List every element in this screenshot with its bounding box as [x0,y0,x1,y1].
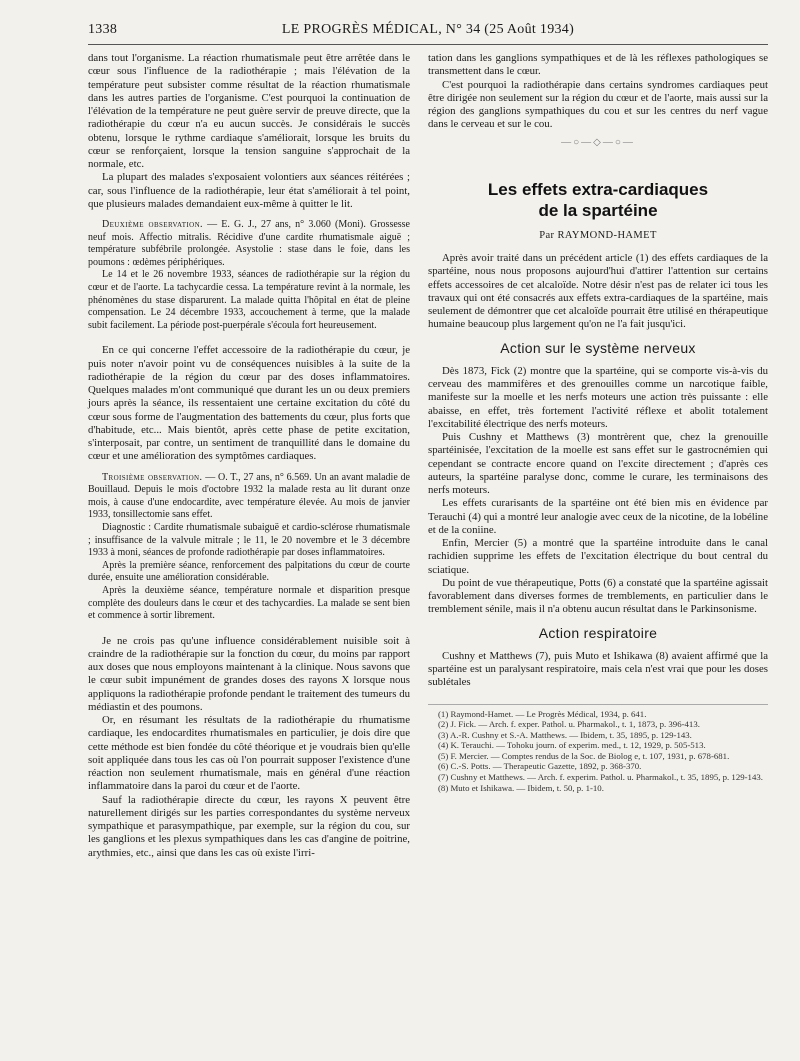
paragraph: dans tout l'organisme. La réaction rhumatismale peut être arrêtée dans le cœur sous l'influence de la radiothérapie ; mais l'élévation de la température peut subsister comme résultat de la réaction rhumatismale dans les autres parties de l'organisme. C'est pourquoi la continuation de l'élévation de la température ne peut guère servir de preuve directe, que la radiothérapie du cœur n'a eu aucun succès. Je considérais le succès obtenu, lorsque le rythme cardiaque s'améliorait, lorsque les bruits du cœur se renforçaient, lorsque la tension sanguine s'approchait de la normale, etc. [88,52,410,170]
paragraph: Puis Cushny et Matthews (3) montrèrent que, chez la grenouille spartéinisée, l'excitation de la moelle est sans effet sur le gastrocnémien qui cependant se contracte encore quand on l'excite directement ; d'après ces auteurs, la spartéine paralyse donc, comme le curare, les terminaisons des nerfs moteurs. [428,431,768,496]
footnotes [428,704,768,794]
section-heading: Action respiratoire [538,624,658,641]
paragraph: Dès 1873, Fick (2) montre que la spartéine, qui se comporte vis-à-vis du cerveau des mammifères et des grenouilles comme un narcotique faible, manifeste sur la moelle et les nerfs moteurs une action très puissante : elle abaisse, en effet, très fortement l'activité réflexe et abolit totalement l'excitabilité électrique des nerfs moteurs. [428,364,768,430]
observation-text: — E. G. J., 27 ans, n° 3.060 (Moni). Grossesse neuf mois. Affectio mitralis. Récidive d'une cardite rhumatismale aiguë ; température subfébrile prolongée. Asystolie : stase dans le foie, dans les poumons : œdèmes périphériques. [88,219,410,268]
observation-2 [88,219,410,269]
footnote: (8) Muto et Ishikawa. — Ibidem, t. 50, p. 1-10. [438,782,604,793]
paragraph: Du point de vue thérapeutique, Potts (6) a constaté que la spartéine agissait favorablement dans diverses formes de tremblements, en particulier dans le tremblement sénile, mais il n'a obtenu aucun résultat dans le Parkinsonisme. [428,576,768,616]
paragraph: Les effets curarisants de la spartéine ont été bien mis en évidence par Terauchi (4) qui a montré leur analogie avec ceux de la nicotine, de la lobéline et de la coniine. [428,497,768,536]
paragraph: En ce qui concerne l'effet accessoire de la radiothérapie du cœur, je puis noter n'avoir point vu de conséquences nuisibles à la suite de la radiothérapie de la région du cœur par des doses inflammatoires. Quelques malades m'ont communiqué que durant les un ou deux premiers jours après la séance, ils ressentaient une certaine excitation du côté du cœur sous forme de l'augmentation des battements du cœur, plus forts que d'habitude, etc... Mais bientôt, après cette phase de petite excitation, s'interposait, par contre, un sentiment de tranquillité dans le domaine du cœur et une amélioration des symptômes cardiaques. [88,344,410,463]
paragraph: tation dans les ganglions sympathiques et de là les réflexes pathologiques se transmettent dans le cœur. [428,52,768,78]
header-rule [88,44,768,45]
observation-label: Deuxième observation. [102,219,203,230]
running-header [88,22,768,42]
footnote: (1) Raymond-Hamet. — Le Progrès Médical, 1934, p. 641. [438,708,647,719]
section-divider: —○—◇—○— [561,136,635,148]
observation-3-continuation: Après la première séance, renforcement des palpitations du cœur de courte durée, ensuite une amélioration considérable. [88,559,410,584]
paragraph: La plupart des malades s'exposaient volontiers aux séances réitérées ; car, sous l'influence de la radiothérapie, leur état s'améliorait à tel point, que plusieurs malades demandaient eux-même à quitter le lit. [88,171,410,210]
byline [428,229,768,242]
paragraph: Je ne crois pas qu'une influence considérablement nuisible soit à craindre de la radiothérapie sur la fonction du cœur, du moins par rapport aux doses que nous employons maintenant à la clinique. Nous savons que le cœur subit impunément de grandes doses des rayons X lorsque nous appliquons la radiothérapie profonde pendant le traitement des tumeurs du médiastin et des poumons. [88,634,410,713]
section-heading: Action sur le système nerveux [500,339,696,356]
paragraph: Après avoir traité dans un précédent article (1) des effets cardiaques de la spartéine, nous nous proposons aujourd'hui d'attirer l'attention sur certains effets accessoires de cet alcaloïde. Notre désir n'est pas de relater ici tous les travaux qui ont été consacrés aux effets extra-cardiaques de la spartéine, mais seulement de démontrer que cet alcaloïde pourrait être utilisé en thérapeutique humaine beaucoup plus largement qu'on ne l'a fait jusqu'ici. [428,252,768,331]
paragraph: Enfin, Mercier (5) a montré que la spartéine introduite dans le canal rachidien supprime les effets de l'excitation électrique du bout central du sciatique. [428,537,768,576]
observation-3-diagnostic: Diagnostic : Cardite rhumatismale subaiguë et cardio-sclérose rhumatismale ; insuffisance de la valvule mitrale ; le 11, le 20 novembre et le 3 décembre 1933 à moni, séances de profonde radiothérapie par doses inflammatoires. [88,521,410,559]
left-column [88,52,410,860]
footnote: (3) A.-R. Cushny et S.-A. Matthews. — Ibidem, t. 35, 1895, p. 129-143. [438,729,692,740]
article-title [428,179,768,221]
observation-label: Troisième observation. [102,471,203,483]
running-title: LE PROGRÈS MÉDICAL, N° 34 (25 Août 1934) [281,22,575,37]
paragraph: C'est pourquoi la radiothérapie dans certains syndromes cardiaques peut être dirigée non seulement sur la région du cœur et de l'aorte, mais aussi sur la région des ganglions sympathiques du cou et sur les centres du nerf vague dans le cerveau et sur le cou. [428,78,768,131]
paragraph: Or, en résumant les résultats de la radiothérapie du rhumatisme cardiaque, les endocardites rhumatismales en particulier, je dois dire que cette méthode est bien fondée du côté théorique et je voudrais bien qu'elle soit appliquée dans tous les cas où l'on pourrait supposer l'existence d'une réaction non seulement rhumatismale, mais en général d'une réaction inflammatoire dans la paroi du cœur et de l'aorte. [88,714,410,793]
footnote: (5) F. Mercier. — Comptes rendus de la Soc. de Biolog e, t. 107, 1931, p. 678-681. [438,750,730,761]
footnote: (4) K. Terauchi. — Tohoku journ. of experim. med., t. 12, 1929, p. 505-513. [438,740,706,751]
author-name: RAYMOND-HAMET [557,229,657,241]
page-number: 1338 [88,22,118,37]
article-title-line: de la spartéine [538,200,658,220]
footnote: (6) C.-S. Potts. — Therapeutic Gazette, 1892, p. 368-370. [438,761,642,772]
paragraph: Sauf la radiothérapie directe du cœur, les rayons X peuvent être naturellement dirigés sur les parties correspondantes du système nerveux sympathique et parasympathique, par exemple, sur la région du cou, sur les ganglions et les plexus sympathiques dans les cas d'angine de poitrine, arythmies, etc., ainsi que dans les cas où existe l'irri- [88,793,410,859]
footnote: (2) J. Fick. — Arch. f. exper. Pathol. u. Pharmakol., t. 1, 1873, p. 396-413. [438,719,700,730]
observation-text: — O. T., 27 ans, n° 6.569. Un an avant maladie de Bouillaud. Depuis le mois d'octobre 1932 la malade resta au lit durant onze mois, à cause d'une endocardite, avec température élevée. Au mois de janvier 1933, tonsillectomie sans effet. [88,471,410,521]
footnote: (7) Cushny et Matthews. — Arch. f. experim. Pathol. u. Pharmakol., t. 35, 1895, p. 129-143. [438,772,763,783]
article-title-line: Les effets extra-cardiaques [487,179,709,199]
paragraph: Cushny et Matthews (7), puis Muto et Ishikawa (8) avaient affirmé que la spartéine est un paralysant respiratoire, mais cela n'est vrai que pour les doses sublétales [428,649,768,689]
observation-2-continuation: Le 14 et le 26 novembre 1933, séances de radiothérapie sur la région du cœur et de l'aorte. La tachycardie cessa. La température revint à la normale, les phénomènes du stase disparurent. La malade quitta l'hôpital en état de pleine compensation. Le 24 décembre 1933, accouchement à terme, que la malade subit facilement. La période post-puerpérale s'écoula fort heureusement. [88,269,410,331]
observation-3 [88,472,410,522]
right-column [428,52,768,793]
observation-3-continuation: Après la deuxième séance, température normale et disparition presque complète des douleurs dans le cœur et des tachycardies. La malade se sent bien et commence à sortir librement. [88,584,410,622]
byline-prefix: Par [539,229,558,241]
